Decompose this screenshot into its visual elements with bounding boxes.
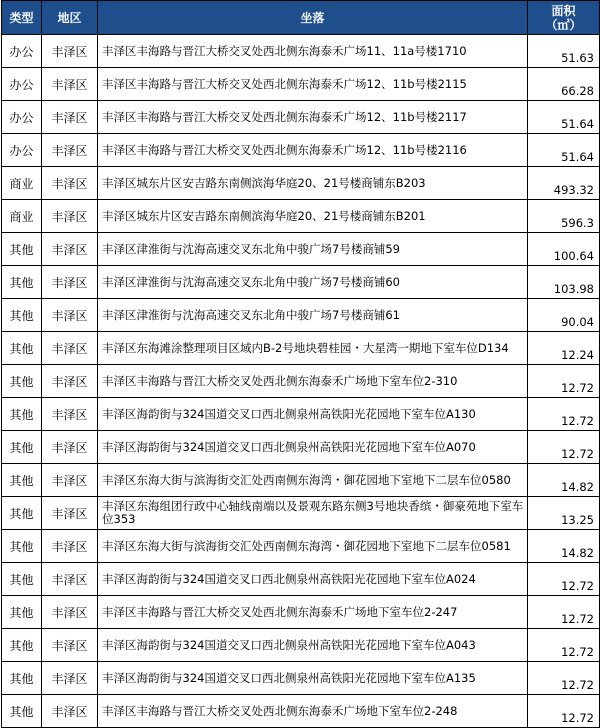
table-row (2, 68, 600, 101)
cell-area: 12.72 (528, 365, 600, 398)
cell-area: 13.25 (528, 497, 600, 530)
cell-area: 51.64 (528, 101, 600, 134)
cell-type: 其他 (2, 629, 42, 662)
cell-type: 其他 (2, 266, 42, 299)
cell-type: 其他 (2, 530, 42, 563)
cell-area: 66.28 (528, 68, 600, 101)
header-area-unit: （㎡） (545, 17, 582, 32)
cell-district: 丰泽区 (42, 596, 98, 629)
cell-district: 丰泽区 (42, 68, 98, 101)
cell-type: 其他 (2, 695, 42, 728)
cell-type: 办公 (2, 101, 42, 134)
cell-address: 丰泽区丰海路与晋江大桥交叉处西北侧东海泰禾广场地下室车位2-248 (98, 695, 528, 728)
cell-district: 丰泽区 (42, 662, 98, 695)
cell-address: 丰泽区海韵街与324国道交叉口西北侧泉州高铁阳光花园地下室车位A130 (98, 398, 528, 431)
cell-area: 12.72 (528, 398, 600, 431)
header-address: 坐落 (98, 1, 528, 35)
cell-type: 其他 (2, 662, 42, 695)
cell-district: 丰泽区 (42, 200, 98, 233)
cell-type: 其他 (2, 233, 42, 266)
cell-type: 其他 (2, 299, 42, 332)
cell-type: 其他 (2, 497, 42, 530)
cell-type: 办公 (2, 68, 42, 101)
cell-address: 丰泽区东海大街与滨海街交汇处西南侧东海湾・御花园地下室地下二层车位0580 (98, 464, 528, 497)
table-header-row (2, 1, 600, 35)
cell-district: 丰泽区 (42, 101, 98, 134)
cell-type: 其他 (2, 365, 42, 398)
table-row (2, 530, 600, 563)
cell-area: 12.72 (528, 695, 600, 728)
cell-type: 其他 (2, 596, 42, 629)
cell-address: 丰泽区丰海路与晋江大桥交叉处西北侧东海泰禾广场地下室车位2-310 (98, 365, 528, 398)
cell-address: 丰泽区海韵街与324国道交叉口西北侧泉州高铁阳光花园地下室车位A024 (98, 563, 528, 596)
cell-type: 商业 (2, 200, 42, 233)
cell-district: 丰泽区 (42, 167, 98, 200)
cell-address: 丰泽区津淮街与沈海高速交叉东北角中骏广场7号楼商铺60 (98, 266, 528, 299)
cell-area: 14.82 (528, 530, 600, 563)
table-row (2, 497, 600, 530)
cell-area: 12.72 (528, 431, 600, 464)
cell-area: 51.63 (528, 35, 600, 68)
table-row (2, 365, 600, 398)
cell-type: 办公 (2, 35, 42, 68)
cell-district: 丰泽区 (42, 464, 98, 497)
table-row (2, 134, 600, 167)
header-area-label: 面积 (551, 3, 576, 18)
table-row (2, 464, 600, 497)
cell-address: 丰泽区海韵街与324国道交叉口西北侧泉州高铁阳光花园地下室车位A070 (98, 431, 528, 464)
cell-district: 丰泽区 (42, 563, 98, 596)
header-district: 地区 (42, 1, 98, 35)
cell-area: 14.82 (528, 464, 600, 497)
cell-district: 丰泽区 (42, 497, 98, 530)
cell-district: 丰泽区 (42, 35, 98, 68)
cell-area: 103.98 (528, 266, 600, 299)
cell-address: 丰泽区城东片区安吉路东南侧滨海华庭20、21号楼商铺东B201 (98, 200, 528, 233)
cell-address: 丰泽区津淮街与沈海高速交叉东北角中骏广场7号楼商铺61 (98, 299, 528, 332)
cell-district: 丰泽区 (42, 530, 98, 563)
cell-address: 丰泽区东海滩涂整理项目区域内B-2号地块碧桂园・大星湾一期地下室车位D134 (98, 332, 528, 365)
cell-district: 丰泽区 (42, 233, 98, 266)
cell-address: 丰泽区津淮街与沈海高速交叉东北角中骏广场7号楼商铺59 (98, 233, 528, 266)
property-table (1, 0, 600, 728)
header-type: 类型 (2, 1, 42, 35)
cell-area: 12.72 (528, 629, 600, 662)
table-row (2, 332, 600, 365)
table-row (2, 398, 600, 431)
cell-area: 12.72 (528, 596, 600, 629)
cell-district: 丰泽区 (42, 332, 98, 365)
cell-address: 丰泽区丰海路与晋江大桥交叉处西北侧东海泰禾广场12、11b号楼2116 (98, 134, 528, 167)
table-row (2, 596, 600, 629)
cell-area: 51.64 (528, 134, 600, 167)
cell-type: 其他 (2, 332, 42, 365)
cell-type: 商业 (2, 167, 42, 200)
cell-area: 12.72 (528, 662, 600, 695)
cell-district: 丰泽区 (42, 398, 98, 431)
cell-district: 丰泽区 (42, 365, 98, 398)
cell-address: 丰泽区东海组团行政中心轴线南端以及景观东路东侧3号地块香缤・御豪苑地下室车位353 (98, 497, 528, 530)
table-row (2, 101, 600, 134)
cell-area: 90.04 (528, 299, 600, 332)
cell-address: 丰泽区东海大街与滨海街交汇处西南侧东海湾・御花园地下室地下二层车位0581 (98, 530, 528, 563)
table-row (2, 431, 600, 464)
table-row (2, 563, 600, 596)
header-area (528, 1, 600, 35)
cell-area: 100.64 (528, 233, 600, 266)
cell-address: 丰泽区海韵街与324国道交叉口西北侧泉州高铁阳光花园地下室车位A043 (98, 629, 528, 662)
watermark (566, 662, 570, 678)
cell-area: 493.32 (528, 167, 600, 200)
table-row (2, 233, 600, 266)
table-row (2, 167, 600, 200)
cell-district: 丰泽区 (42, 695, 98, 728)
cell-address: 丰泽区丰海路与晋江大桥交叉处西北侧东海泰禾广场地下室车位2-247 (98, 596, 528, 629)
table-row (2, 266, 600, 299)
cell-address: 丰泽区城东片区安吉路东南侧滨海华庭20、21号楼商铺东B203 (98, 167, 528, 200)
table-row (2, 629, 600, 662)
cell-area: 596.3 (528, 200, 600, 233)
table-row (2, 695, 600, 728)
cell-address: 丰泽区海韵街与324国道交叉口西北侧泉州高铁阳光花园地下室车位A135 (98, 662, 528, 695)
cell-type: 其他 (2, 398, 42, 431)
cell-area: 12.72 (528, 563, 600, 596)
table-row (2, 662, 600, 695)
table-row (2, 35, 600, 68)
cell-type: 其他 (2, 563, 42, 596)
cell-area: 12.24 (528, 332, 600, 365)
cell-type: 其他 (2, 464, 42, 497)
cell-district: 丰泽区 (42, 299, 98, 332)
cell-address: 丰泽区丰海路与晋江大桥交叉处西北侧东海泰禾广场12、11b号楼2117 (98, 101, 528, 134)
cell-district: 丰泽区 (42, 629, 98, 662)
cell-district: 丰泽区 (42, 134, 98, 167)
table-row (2, 200, 600, 233)
cell-address: 丰泽区丰海路与晋江大桥交叉处西北侧东海泰禾广场12、11b号楼2115 (98, 68, 528, 101)
cell-type: 办公 (2, 134, 42, 167)
cell-district: 丰泽区 (42, 431, 98, 464)
cell-address: 丰泽区丰海路与晋江大桥交叉处西北侧东海泰禾广场11、11a号楼1710 (98, 35, 528, 68)
cell-type: 其他 (2, 431, 42, 464)
table-row (2, 299, 600, 332)
cell-district: 丰泽区 (42, 266, 98, 299)
